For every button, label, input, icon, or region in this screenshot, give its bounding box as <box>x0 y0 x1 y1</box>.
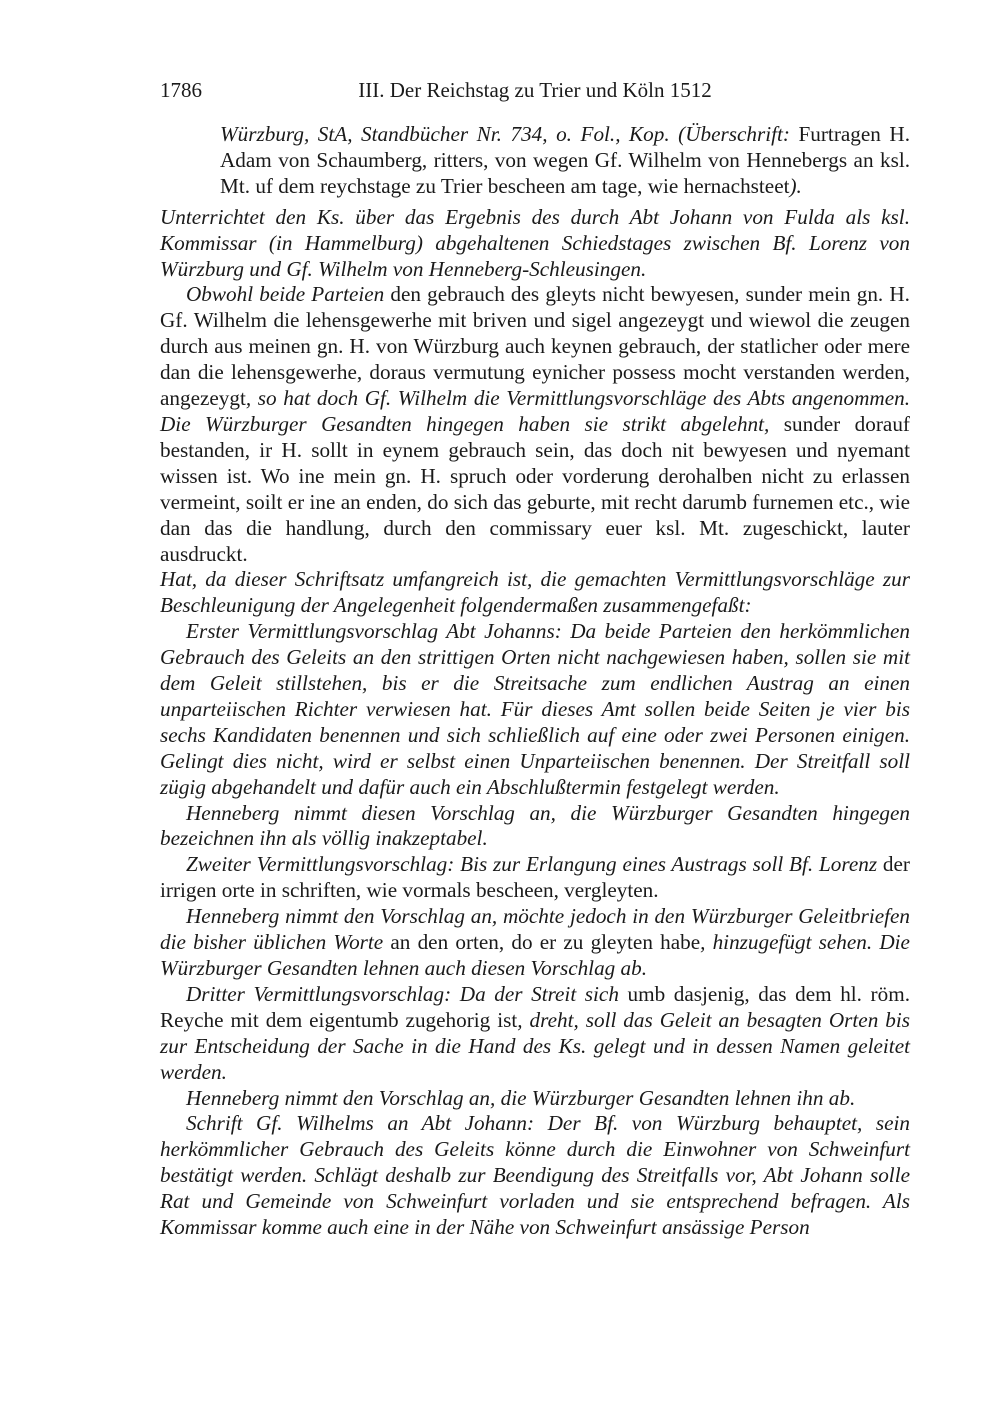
editorial-text: , hinzugefügt sehen. Die Würzburger Gesandten lehnen auch diesen Vorschlag ab. <box>160 930 910 980</box>
paragraph <box>160 982 910 1086</box>
quoted-text: sunder dorauf bestanden, ir H. sollt in eynem gebrauch sein, das doch nit bewyesen und nyemant wissen ist. Wo ine mein gn. H. spruch oder vorderung derohalben nicht zu erlassen vermeint, soilt er ine an enden, do sich das geburte, mit recht darumb furnemen etc., wie dan das die handlung, durch den commissary euer ksl. Mt. zugeschickt, lauter ausdruckt. <box>160 411 910 566</box>
editorial-text: Henneberg nimmt den Vorschlag an, die Würzburger Gesandten lehnen ihn ab. <box>186 1085 856 1110</box>
quoted-text: der irrigen orte in schriften, wie vormals bescheen, vergleyten. <box>160 852 910 903</box>
editorial-text: ). <box>789 173 802 198</box>
editorial-text: Hat, da dieser Schriftsatz umfangreich ist, die gemachten Vermittlungsvorschläge zur Beschleunigung der Angelegenheit folgendermaßen zusammengefaßt: <box>160 567 910 618</box>
editorial-text: Henneberg nimmt den Vorschlag an, möchte jedoch in den Würzburger Geleitbriefen die bisher üblichen Worte <box>160 904 910 955</box>
page-header <box>160 78 910 108</box>
editorial-text: Henneberg nimmt diesen Vorschlag an, die Würzburger Gesandten hingegen bezeichnen ihn als völlig inakzeptabel. <box>160 800 910 851</box>
paragraph <box>160 1111 910 1241</box>
paragraph <box>160 1086 910 1112</box>
editorial-text: Schrift Gf. Wilhelms an Abt Johann: Der Bf. von Würzburg behauptet, sein herkömmlicher Gebrauch des Geleits könne durch die Einwohner von Schweinfurt bestätigt werden. Schlägt deshalb zur Beendigung des Streitfalls vor, Abt Johann solle Rat und Gemeinde von Schweinfurt vorladen und sie entsprechend befragen. Als Kommissar komme auch eine in der Nähe von Schweinfurt ansässige Person <box>160 1111 910 1240</box>
paragraph <box>160 852 910 904</box>
editorial-text: Zweiter Vermittlungsvorschlag: Bis zur Erlangung eines Austrags soll Bf. Lorenz <box>186 852 878 877</box>
quoted-text: an den orten, do er zu gleyten habe <box>383 930 701 955</box>
paragraph <box>160 205 910 283</box>
paragraph <box>160 282 910 567</box>
document-body <box>160 122 910 1241</box>
editorial-text: , so hat doch Gf. Wilhelm die Vermittlungsvorschläge des Abts angenommen. Die Würzburger Gesandten hingegen haben sie strikt abgelehnt, <box>160 386 910 436</box>
paragraph <box>160 801 910 853</box>
paragraph <box>160 904 910 982</box>
paragraph <box>160 619 910 800</box>
editorial-text: Dritter Vermittlungsvorschlag: Da der Streit sich <box>186 981 619 1006</box>
editorial-text: , dreht, soll das Geleit an besagten Orten bis zur Entscheidung der Sache in die Hand des Ks. gelegt und in dessen Namen geleitet werden. <box>160 1007 910 1084</box>
paragraph <box>160 567 910 619</box>
editorial-text: Würzburg, StA, Standbücher Nr. 734, o. Fol., Kop. (Überschrift: <box>220 122 799 146</box>
quoted-text: Furtragen H. Adam von Schaumberg, ritters, von wegen Gf. Wilhelm von Hennebergs an ksl. Mt. uf dem reychstage zu Trier bescheen am tage, wie hernachsteet <box>220 122 910 198</box>
editorial-text: Obwohl beide Parteien <box>186 282 385 307</box>
page-number: 1786 <box>160 78 202 102</box>
running-title: III. Der Reichstag zu Trier und Köln 1512 <box>358 78 712 102</box>
source-note <box>160 122 910 200</box>
quoted-text: den gebrauch des gleyts nicht bewyesen, sunder mein gn. H. Gf. Wilhelm die lehensgewerhe mit briven und sigel angezeygt und wiewol die zeugen durch aus meinen gn. H. von Würzburg auch keynen gebrauch, der statlicher oder mere dan die lehensgewerhe, doraus vermutung eynicher possess mocht verstanden werden, angezeygt <box>160 282 910 411</box>
editorial-text: Erster Vermittlungsvorschlag Abt Johanns: Da beide Parteien den herkömmlichen Gebrauch des Geleits an den strittigen Orten nicht nachgewiesen haben, sollen sie mit dem Geleit stillstehen, bis er die Streitsache zum endlichen Austrag an einen unparteiischen Richter verwiesen hat. Für dieses Amt sollen beide Seiten je vier bis sechs Kandidaten benennen und sich schließlich auf eine oder zwei Personen einigen. Gelingt dies nicht, wird er selbst einen Unparteiischen benennen. Der Streitfall soll zügig abgehandelt und dafür auch ein Abschlußtermin festgelegt werden. <box>160 619 910 799</box>
quoted-text: umb dasjenig, das dem hl. röm. Reyche mit dem eigentumb zugehorig ist <box>160 981 910 1032</box>
editorial-text: Unterrichtet den Ks. über das Ergebnis des durch Abt Johann von Fulda als ksl. Kommissar (in Hammelburg) abgehaltenen Schiedstages zwischen Bf. Lorenz von Würzburg und Gf. Wilhelm von Henneberg-Schleusingen. <box>160 204 910 281</box>
